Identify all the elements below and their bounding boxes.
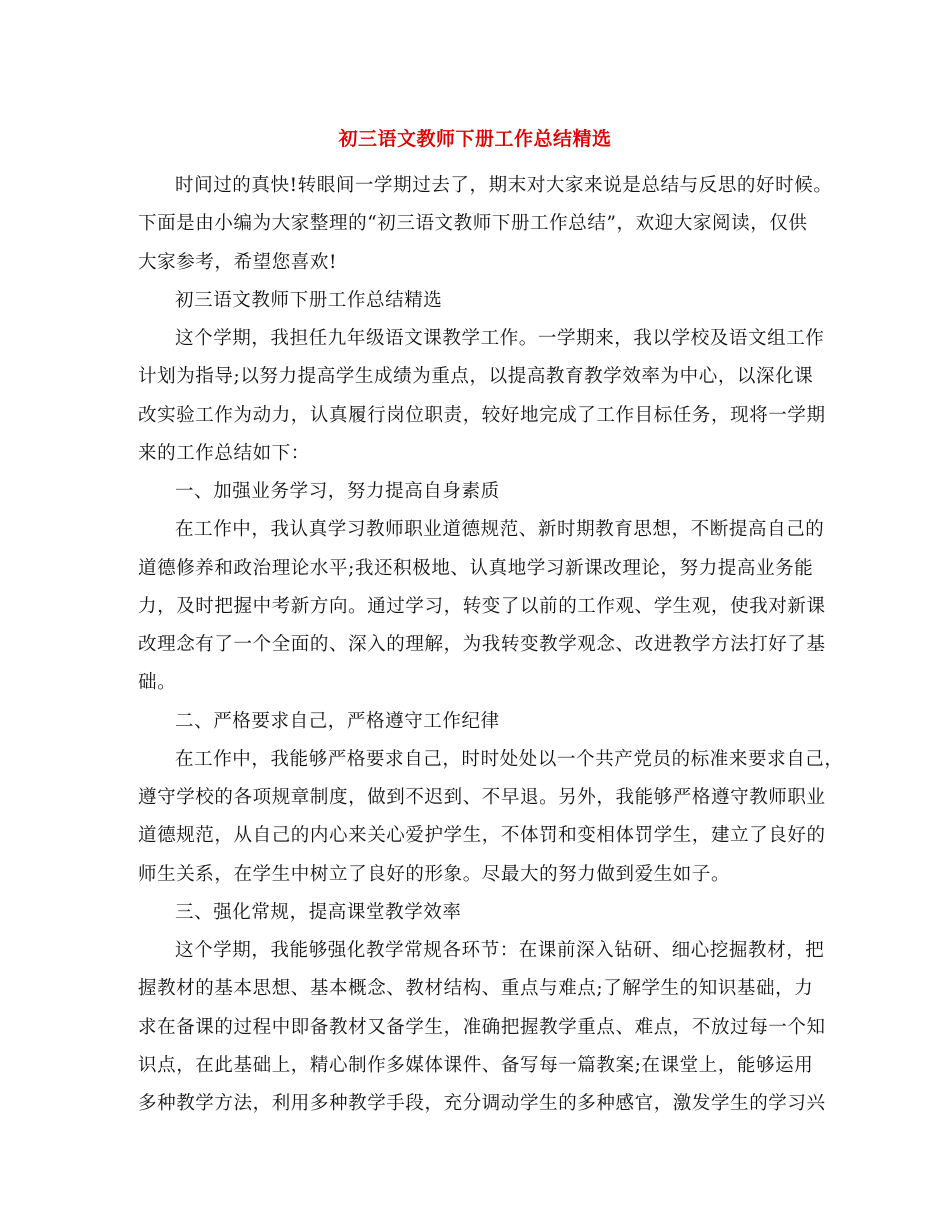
document-line: 初三语文教师下册工作总结精选 <box>175 290 443 311</box>
document-line: 遵守学校的各项规章制度，做到不迟到、不早退。另外，我能够严格遵守教师职业 <box>138 787 826 808</box>
document-line: 计划为指导;以努力提高学生成绩为重点，以提高教育教学效率为中心，以深化课 <box>138 366 814 387</box>
document-line: 师生关系，在学生中树立了良好的形象。尽最大的努力做到爱生如子。 <box>138 864 731 885</box>
document-title: 初三语文教师下册工作总结精选 <box>338 128 612 150</box>
document-line: 求在备课的过程中即备教材又备学生，准确把握教学重点、难点，不放过每一个知 <box>138 1017 826 1038</box>
document-line: 下面是由小编为大家整理的“初三语文教师下册工作总结”，欢迎大家阅读，仅供 <box>138 213 808 234</box>
document-line: 时间过的真快!转眼间一学期过去了，期末对大家来说是总结与反思的好时候。 <box>175 175 833 196</box>
document-line: 大家参考，希望您喜欢! <box>138 252 338 273</box>
document-line: 在工作中，我认真学习教师职业道德规范、新时期教育思想，不断提高自己的 <box>175 519 825 540</box>
document-line: 来的工作总结如下： <box>138 443 310 464</box>
document-line: 道德修养和政治理论水平;我还积极地、认真地学习新课改理论，努力提高业务能 <box>138 558 814 579</box>
document-line: 础。 <box>138 672 177 693</box>
document-line: 在工作中，我能够严格要求自己，时时处处以一个共产党员的标准来要求自己， <box>175 749 844 770</box>
document-line: 道德规范，从自己的内心来关心爱护学生，不体罚和变相体罚学生，建立了良好的 <box>138 825 826 846</box>
document-line: 二、严格要求自己，严格遵守工作纪律 <box>175 711 500 732</box>
document-line: 三、强化常规，提高课堂教学效率 <box>175 902 462 923</box>
document-line: 握教材的基本思想、基本概念、教材结构、重点与难点;了解学生的知识基础，力 <box>138 978 814 999</box>
document-line: 力，及时把握中考新方向。通过学习，转变了以前的工作观、学生观，使我对新课 <box>138 596 826 617</box>
document-line: 改理念有了一个全面的、深入的理解，为我转变教学观念、改进教学方法打好了基 <box>138 634 826 655</box>
document-line: 改实验工作为动力，认真履行岗位职责，较好地完成了工作目标任务，现将一学期 <box>138 405 826 426</box>
document-line: 这个学期，我能够强化教学常规各环节：在课前深入钻研、细心挖掘教材，把 <box>175 940 825 961</box>
document-line: 一、加强业务学习，努力提高自身素质 <box>175 481 500 502</box>
document-line: 多种教学方法，利用多种教学手段，充分调动学生的多种感官，激发学生的学习兴 <box>138 1093 826 1114</box>
document-line: 这个学期，我担任九年级语文课教学工作。一学期来，我以学校及语文组工作 <box>175 328 825 349</box>
document-line: 识点，在此基础上，精心制作多媒体课件、备写每一篇教案;在课堂上，能够运用 <box>138 1055 814 1076</box>
